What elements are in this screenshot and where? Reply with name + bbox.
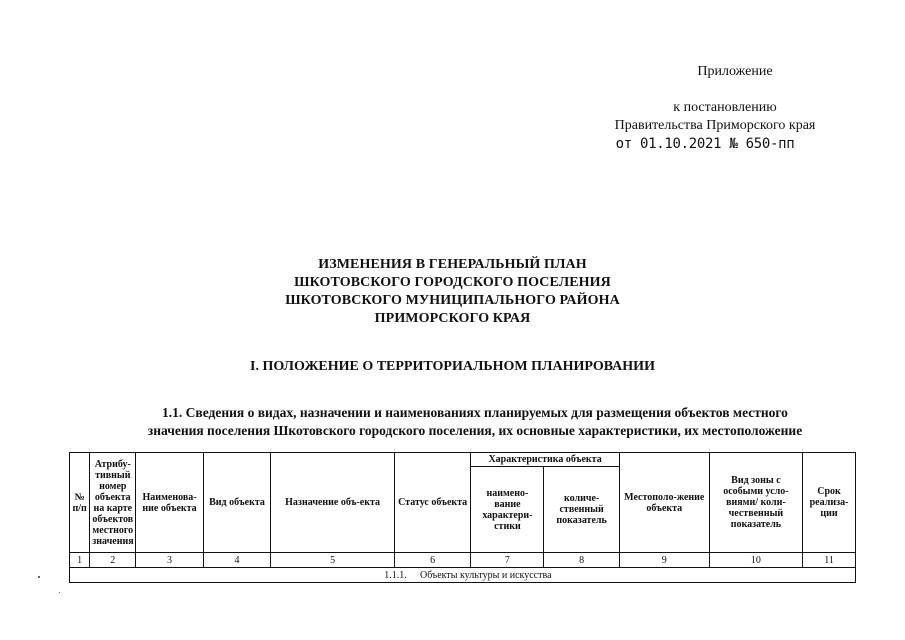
column-number: 8 bbox=[544, 553, 619, 568]
header-object-name: Наименова-ние объекта bbox=[136, 453, 203, 553]
scan-speck bbox=[38, 576, 40, 578]
appendix-decree-line: к постановлению bbox=[673, 100, 777, 115]
appendix-title: Приложение bbox=[697, 64, 773, 79]
scan-speck bbox=[59, 592, 60, 593]
column-number-row bbox=[70, 553, 856, 568]
column-number: 2 bbox=[90, 553, 136, 568]
document-title bbox=[0, 256, 905, 328]
header-term: Срок реализа-ции bbox=[803, 453, 856, 553]
document-title-line-1: ИЗМЕНЕНИЯ В ГЕНЕРАЛЬНЫЙ ПЛАН bbox=[318, 257, 587, 272]
header-num: № п/п bbox=[70, 453, 90, 553]
header-char-value: количе-ственный показатель bbox=[544, 467, 619, 553]
header-characteristics: Характеристика объекта bbox=[471, 453, 619, 467]
appendix-government-line: Правительства Приморского края bbox=[614, 118, 816, 133]
column-number: 3 bbox=[136, 553, 203, 568]
group-number: 1.1.1. bbox=[384, 569, 407, 581]
group-row-cell bbox=[70, 568, 856, 583]
header-attr-number: Атрибу-тивный номер объекта на карте объектов местного значения bbox=[90, 453, 136, 553]
header-zone: Вид зоны с особыми усло-виями/ коли-чественный показатель bbox=[709, 453, 802, 553]
subsection-heading-line-1: 1.1. Сведения о видах, назначении и наименованиях планируемых для размещения объектов местного bbox=[162, 405, 788, 420]
appendix-date-number: от 01.10.2021 № 650-пп bbox=[615, 136, 795, 152]
column-number: 6 bbox=[394, 553, 470, 568]
header-object-purpose: Назначение объ-екта bbox=[271, 453, 395, 553]
subsection-heading-line-2: значения поселения Шкотовского городского поселения, их основные характеристики, их местоположение bbox=[147, 423, 803, 438]
header-char-name: наимено-вание характери-стики bbox=[471, 467, 544, 553]
column-number: 5 bbox=[271, 553, 395, 568]
column-number: 7 bbox=[471, 553, 544, 568]
planned-objects-table bbox=[69, 452, 856, 583]
document-title-line-2: ШКОТОВСКОГО ГОРОДСКОГО ПОСЕЛЕНИЯ bbox=[294, 275, 611, 290]
subsection-heading bbox=[60, 404, 890, 440]
section-title: I. ПОЛОЖЕНИЕ О ТЕРРИТОРИАЛЬНОМ ПЛАНИРОВАНИИ bbox=[250, 359, 655, 374]
header-location: Местополо-жение объекта bbox=[619, 453, 709, 553]
column-number: 4 bbox=[203, 553, 270, 568]
column-number: 9 bbox=[619, 553, 709, 568]
header-object-status: Статус объекта bbox=[394, 453, 470, 553]
group-title: Объекты культуры и искусства bbox=[419, 569, 552, 581]
document-title-line-3: ШКОТОВСКОГО МУНИЦИПАЛЬНОГО РАЙОНА bbox=[285, 293, 620, 308]
column-number: 11 bbox=[803, 553, 856, 568]
column-number: 1 bbox=[70, 553, 90, 568]
header-object-type: Вид объекта bbox=[203, 453, 270, 553]
column-number: 10 bbox=[709, 553, 802, 568]
document-title-line-4: ПРИМОРСКОГО КРАЯ bbox=[374, 311, 531, 326]
group-row bbox=[70, 568, 856, 583]
